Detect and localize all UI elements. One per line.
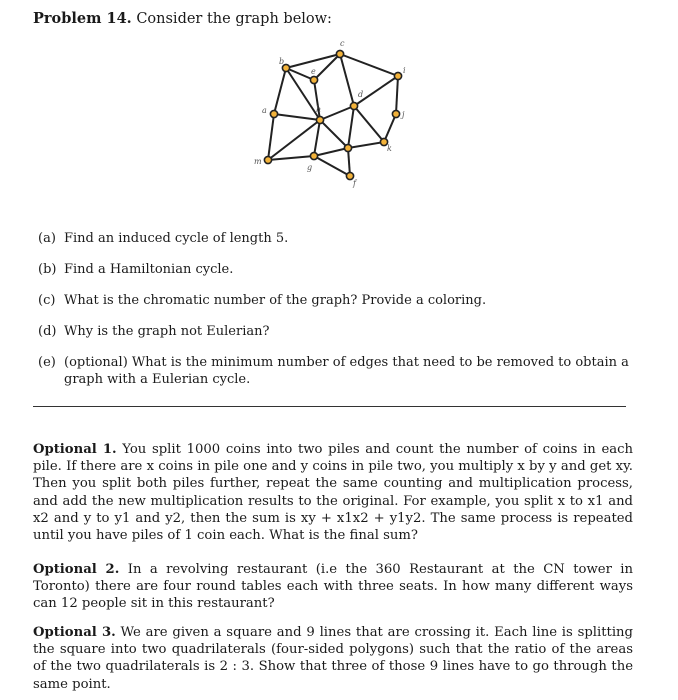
question-text: What is the chromatic number of the graph? Provide a coloring. <box>64 293 487 308</box>
question-c <box>38 292 486 309</box>
optional-3 <box>33 624 633 693</box>
graph-vertex <box>394 72 401 79</box>
graph-edge <box>320 106 354 120</box>
graph-vertex <box>310 76 317 83</box>
vertex-label-c: c <box>340 40 345 48</box>
graph-edge <box>354 106 384 142</box>
question-text: Find an induced cycle of length 5. <box>64 231 289 246</box>
graph-vertex <box>392 110 399 117</box>
graph-vertex <box>344 144 351 151</box>
vertex-label-g: g <box>307 163 313 172</box>
vertex-label-e: e <box>311 67 316 76</box>
graph-edge <box>314 156 350 176</box>
problem-intro: Consider the graph below: <box>136 11 332 27</box>
optional-title: Optional 2. <box>33 562 120 577</box>
optional-title: Optional 3. <box>33 625 116 640</box>
vertex-label-f: f <box>353 179 356 188</box>
question-b <box>38 261 233 278</box>
graph-vertex <box>270 110 277 117</box>
graph-vertex <box>316 116 323 123</box>
question-label: (d) <box>38 324 57 339</box>
vertex-label-a: a <box>262 106 267 115</box>
graph-vertex <box>350 102 357 109</box>
optional-title: Optional 1. <box>33 442 117 457</box>
vertex-label-d: d <box>358 90 364 99</box>
optional-text: In a revolving restaurant (i.e the 360 Restaurant at the CN tower in Toronto) there are four round tables each with three seats. In how many different ways can 12 people sit in this restaurant? <box>33 562 634 612</box>
graph-edge <box>314 120 320 156</box>
optional-2 <box>33 561 633 613</box>
question-label: (a) <box>38 231 56 246</box>
graph-edge <box>348 142 384 148</box>
graph-edge <box>274 68 286 114</box>
graph-figure <box>250 40 420 190</box>
question-text: Find a Hamiltonian cycle. <box>64 262 234 277</box>
graph-edge <box>348 106 354 148</box>
optional-text: You split 1000 coins into two piles and count the number of coins in each pile. If there are x coins in pile one and y coins in pile two, you multiply x by y and get xy. Then you split both piles further, repeat the same counting and multiplication process, and add the new multiplication results to the original. For example, you split x to x1 and x2 and y to y1 and y2, then the sum is xy + x1x2 + y1y2. The same process is repeated until you have piles of 1 coin each. What is the final sum? <box>33 442 634 544</box>
question-e <box>38 354 638 388</box>
section-divider <box>33 406 626 407</box>
question-d <box>38 323 269 340</box>
vertex-label-m: m <box>254 157 262 166</box>
graph-vertex <box>336 50 343 57</box>
graph-edge <box>396 76 398 114</box>
vertex-label-j: j <box>402 110 405 119</box>
question-label: (c) <box>38 293 56 308</box>
question-label: (e) <box>38 355 56 370</box>
question-text: (optional) What is the minimum number of edges that need to be removed to obtain a graph with a Eulerian cycle. <box>64 355 629 387</box>
question-text: Why is the graph not Eulerian? <box>64 324 270 339</box>
problem-number: Problem 14. <box>33 10 132 27</box>
question-label: (b) <box>38 262 57 277</box>
graph-edge <box>268 114 274 160</box>
vertex-label-k: k <box>387 144 392 153</box>
graph-edge <box>320 120 348 148</box>
vertex-label-b: b <box>279 57 285 66</box>
graph-vertex <box>264 156 271 163</box>
graph-edge <box>340 54 354 106</box>
graph-edge <box>384 114 396 142</box>
optional-text: We are given a square and 9 lines that are crossing it. Each line is splitting the square into two quadrilaterals (four-sided polygons) such that the ratio of the areas of the two quadrilaterals is 2 : 3. Show that three of those 9 lines have to go through the same point. <box>33 625 633 692</box>
vertex-label-h: h <box>316 105 322 114</box>
vertex-label-i: i <box>403 66 406 75</box>
graph-edge <box>274 114 320 120</box>
graph-vertex <box>310 152 317 159</box>
optional-1 <box>33 441 633 544</box>
question-a <box>38 230 288 247</box>
graph-edge <box>268 156 314 160</box>
graph-edge <box>340 54 398 76</box>
graph-edge <box>314 148 348 156</box>
problem-heading <box>33 10 332 27</box>
